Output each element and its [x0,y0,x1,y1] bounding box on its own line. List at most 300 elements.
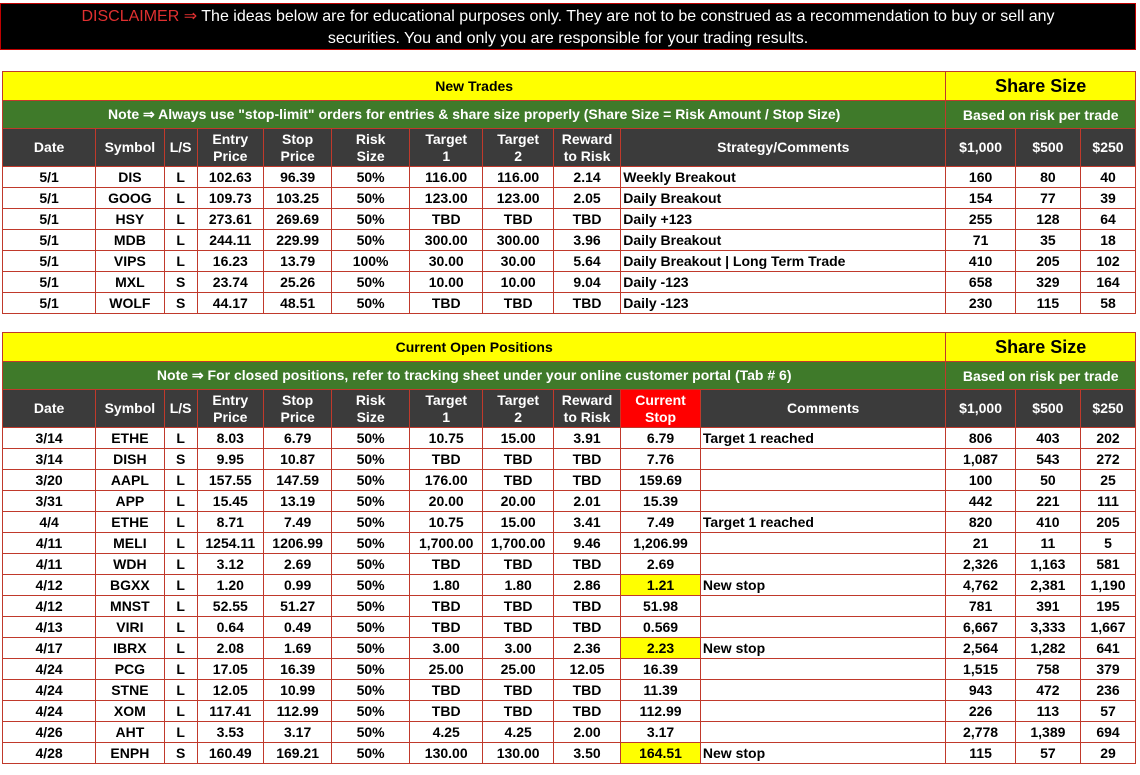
table-cell: APP [96,491,164,512]
table-cell: MXL [96,272,164,293]
table-cell: 21 [946,533,1015,554]
col-header-target-2: Target 2 [483,129,553,167]
table-cell: 5/1 [3,167,96,188]
current-stop-cell: 112.99 [621,701,701,722]
table-cell: TBD [483,293,553,314]
table-cell: 0.64 [197,617,263,638]
table-cell: 50% [332,209,410,230]
table-cell: 116.00 [409,167,483,188]
table-cell: New stop [700,743,945,764]
table-cell: 2.05 [553,188,620,209]
current-stop-cell: 15.39 [621,491,701,512]
table-cell: 1,190 [1081,575,1136,596]
open-positions-header-row [3,390,1136,428]
table-cell: 40 [1081,167,1136,188]
table-cell: TBD [553,617,620,638]
table-cell: 236 [1081,680,1136,701]
table-cell: 3/14 [3,428,96,449]
table-cell: IBRX [96,638,164,659]
table-cell: 169.21 [263,743,331,764]
table-cell: 6.79 [263,428,331,449]
table-cell: L [164,533,197,554]
table-cell: 15.00 [483,512,553,533]
table-cell: L [164,188,197,209]
table-cell: 9.95 [197,449,263,470]
col-header-500: $500 [1015,390,1080,428]
table-cell: 96.39 [263,167,331,188]
table-row [3,533,1136,554]
table-cell [700,680,945,701]
table-cell: L [164,251,197,272]
table-cell: 221 [1015,491,1080,512]
table-cell: 1254.11 [197,533,263,554]
table-cell [700,701,945,722]
current-stop-cell: 16.39 [621,659,701,680]
table-cell: L [164,470,197,491]
table-cell: 4/4 [3,512,96,533]
open-positions-table [2,332,1136,764]
table-row [3,230,1136,251]
table-cell: 1,087 [946,449,1015,470]
table-cell: 4/17 [3,638,96,659]
table-cell: L [164,554,197,575]
table-cell: 226 [946,701,1015,722]
table-cell: Target 1 reached [700,512,945,533]
table-cell: 115 [946,743,1015,764]
table-cell: 2,326 [946,554,1015,575]
table-cell: 176.00 [409,470,483,491]
table-cell: 230 [946,293,1015,314]
table-cell: TBD [483,596,553,617]
table-cell: 4/24 [3,701,96,722]
table-cell: 113 [1015,701,1080,722]
table-cell: TBD [409,617,483,638]
table-cell: ENPH [96,743,164,764]
table-cell: 130.00 [409,743,483,764]
table-cell: 100% [332,251,410,272]
table-cell: 6,667 [946,617,1015,638]
table-cell [700,617,945,638]
table-cell: S [164,272,197,293]
table-cell: TBD [409,209,483,230]
table-cell: 50% [332,722,410,743]
table-cell: 50 [1015,470,1080,491]
table-cell: 2.36 [553,638,620,659]
table-cell: 5/1 [3,209,96,230]
table-cell: 1.20 [197,575,263,596]
table-cell: 100 [946,470,1015,491]
col-header-ls: L/S [164,390,197,428]
col-header-date: Date [3,390,96,428]
new-trades-note: Note ⇒ Always use "stop-limit" orders for entries & share size properly (Share Size = Risk Amount / Stop Size) [3,101,946,129]
table-row [3,272,1136,293]
disclaimer-banner [0,3,1136,50]
table-cell: 820 [946,512,1015,533]
col-header-date: Date [3,129,96,167]
table-cell: 111 [1081,491,1136,512]
open-positions-title: Current Open Positions [3,333,946,362]
table-cell: 3.53 [197,722,263,743]
table-cell: 71 [946,230,1015,251]
table-cell: 102.63 [197,167,263,188]
col-header-symbol: Symbol [96,390,164,428]
table-cell: 50% [332,272,410,293]
table-cell: 7.49 [263,512,331,533]
table-cell: 20.00 [483,491,553,512]
table-cell: 658 [946,272,1015,293]
table-cell: 195 [1081,596,1136,617]
table-cell: 50% [332,470,410,491]
col-header-stop: Stop Price [263,129,331,167]
table-cell: 50% [332,230,410,251]
table-cell: BGXX [96,575,164,596]
table-cell: 10.87 [263,449,331,470]
table-cell: Daily Breakout | Long Term Trade [621,251,946,272]
table-cell: S [164,293,197,314]
table-cell: DISH [96,449,164,470]
table-cell: L [164,638,197,659]
table-cell: Daily +123 [621,209,946,230]
table-cell: 164 [1081,272,1136,293]
table-row [3,701,1136,722]
table-row [3,554,1136,575]
table-cell: 641 [1081,638,1136,659]
table-row [3,251,1136,272]
table-cell: Weekly Breakout [621,167,946,188]
table-cell: 3.41 [553,512,620,533]
table-cell: L [164,209,197,230]
table-cell: 109.73 [197,188,263,209]
table-cell: 3/31 [3,491,96,512]
table-cell: 403 [1015,428,1080,449]
table-cell: 58 [1081,293,1136,314]
table-cell: 3.12 [197,554,263,575]
table-cell: 2,778 [946,722,1015,743]
table-cell: VIPS [96,251,164,272]
table-cell: L [164,701,197,722]
current-stop-cell: 0.569 [621,617,701,638]
table-cell: Daily -123 [621,293,946,314]
table-cell [700,554,945,575]
table-cell: 391 [1015,596,1080,617]
table-cell: S [164,449,197,470]
table-cell: 1206.99 [263,533,331,554]
table-cell: L [164,512,197,533]
new-trades-share-size-title: Share Size [946,72,1136,101]
table-row [3,617,1136,638]
table-cell: 8.71 [197,512,263,533]
col-header-250: $250 [1081,129,1136,167]
current-stop-cell: 3.17 [621,722,701,743]
table-cell: 12.05 [553,659,620,680]
table-cell: 103.25 [263,188,331,209]
table-cell: 50% [332,596,410,617]
table-row [3,575,1136,596]
table-cell: 115 [1015,293,1080,314]
new-trades-header-row [3,129,1136,167]
table-row [3,293,1136,314]
table-cell: 29 [1081,743,1136,764]
table-cell: GOOG [96,188,164,209]
table-cell: 4.25 [409,722,483,743]
table-row [3,596,1136,617]
table-cell: Daily Breakout [621,188,946,209]
table-cell: 2.08 [197,638,263,659]
table-cell: L [164,680,197,701]
new-trades-table [2,71,1136,314]
table-cell: TBD [409,293,483,314]
table-cell: TBD [553,596,620,617]
table-cell: 943 [946,680,1015,701]
table-cell: 25.00 [409,659,483,680]
table-cell: Daily Breakout [621,230,946,251]
table-cell: 147.59 [263,470,331,491]
table-cell: 543 [1015,449,1080,470]
table-cell: 269.69 [263,209,331,230]
table-cell: 18 [1081,230,1136,251]
table-cell: 3.17 [263,722,331,743]
disclaimer-label: DISCLAIMER [81,8,180,25]
table-cell: XOM [96,701,164,722]
table-cell: TBD [409,701,483,722]
table-cell: 44.17 [197,293,263,314]
col-header-current-stop: Current Stop [621,390,701,428]
table-cell: 2.00 [553,722,620,743]
table-cell: 123.00 [483,188,553,209]
open-positions-body [3,428,1136,764]
table-row [3,512,1136,533]
table-cell: 300.00 [409,230,483,251]
open-positions-share-note: Based on risk per trade [946,362,1136,390]
table-cell: TBD [483,617,553,638]
table-cell: 9.04 [553,272,620,293]
table-cell: 57 [1015,743,1080,764]
table-cell: L [164,230,197,251]
table-cell: S [164,743,197,764]
table-cell: 160 [946,167,1015,188]
table-cell: 50% [332,188,410,209]
table-cell [700,533,945,554]
table-cell: TBD [553,470,620,491]
new-trades-share-note: Based on risk per trade [946,101,1136,129]
table-cell: 3/14 [3,449,96,470]
table-cell: 52.55 [197,596,263,617]
col-header-1000: $1,000 [946,390,1015,428]
current-stop-cell: 7.76 [621,449,701,470]
table-cell: 77 [1015,188,1080,209]
col-header-comments: Strategy/Comments [621,129,946,167]
table-cell: 4/24 [3,659,96,680]
table-cell: TBD [483,554,553,575]
current-stop-cell: 7.49 [621,512,701,533]
col-header-entry: Entry Price [197,390,263,428]
table-cell: 51.27 [263,596,331,617]
table-cell: 12.05 [197,680,263,701]
table-cell: 781 [946,596,1015,617]
table-cell: TBD [409,554,483,575]
table-cell: 4,762 [946,575,1015,596]
table-cell: 157.55 [197,470,263,491]
table-cell: 2.86 [553,575,620,596]
col-header-target-1: Target 1 [409,390,483,428]
table-cell: STNE [96,680,164,701]
table-cell: 2.69 [263,554,331,575]
table-cell: 0.99 [263,575,331,596]
table-cell: 4/24 [3,680,96,701]
table-row [3,638,1136,659]
table-cell: 1.80 [483,575,553,596]
table-cell: 5.64 [553,251,620,272]
table-row [3,470,1136,491]
table-cell: 117.41 [197,701,263,722]
table-cell: 17.05 [197,659,263,680]
table-cell: 3/20 [3,470,96,491]
table-cell: L [164,167,197,188]
table-cell: 123.00 [409,188,483,209]
table-cell: 50% [332,575,410,596]
table-cell: 410 [946,251,1015,272]
table-row [3,659,1136,680]
table-cell: 5/1 [3,251,96,272]
table-cell: 5/1 [3,293,96,314]
table-row [3,209,1136,230]
table-cell: 20.00 [409,491,483,512]
table-cell: 1.80 [409,575,483,596]
table-cell: New stop [700,638,945,659]
table-cell [700,470,945,491]
table-cell: 300.00 [483,230,553,251]
table-cell: AHT [96,722,164,743]
current-stop-cell: 2.69 [621,554,701,575]
table-cell: 4/12 [3,596,96,617]
table-cell: 50% [332,428,410,449]
table-cell: 1,700.00 [483,533,553,554]
table-cell: 80 [1015,167,1080,188]
table-cell: 23.74 [197,272,263,293]
table-cell: L [164,428,197,449]
table-cell: 3,333 [1015,617,1080,638]
table-cell: TBD [553,701,620,722]
table-cell: MELI [96,533,164,554]
table-cell: 116.00 [483,167,553,188]
table-cell: 273.61 [197,209,263,230]
table-cell: 10.00 [409,272,483,293]
col-header-1000: $1,000 [946,129,1015,167]
table-cell: 130.00 [483,743,553,764]
table-cell: 15.45 [197,491,263,512]
table-cell: 128 [1015,209,1080,230]
table-cell: 50% [332,449,410,470]
table-cell: 15.00 [483,428,553,449]
table-cell: 272 [1081,449,1136,470]
table-cell: TBD [553,449,620,470]
table-cell: 39 [1081,188,1136,209]
table-cell: HSY [96,209,164,230]
table-cell: TBD [553,554,620,575]
table-cell: ETHE [96,428,164,449]
col-header-500: $500 [1015,129,1080,167]
current-stop-cell: 2.23 [621,638,701,659]
table-cell: 160.49 [197,743,263,764]
col-header-ls: L/S [164,129,197,167]
table-cell: MNST [96,596,164,617]
table-row [3,491,1136,512]
table-cell: 48.51 [263,293,331,314]
table-cell: 1,163 [1015,554,1080,575]
table-cell: 57 [1081,701,1136,722]
table-cell: 50% [332,491,410,512]
col-header-comments: Comments [700,390,945,428]
table-cell: TBD [483,449,553,470]
col-header-target-2: Target 2 [483,390,553,428]
table-cell: 10.00 [483,272,553,293]
table-cell: 2,564 [946,638,1015,659]
table-cell: 50% [332,659,410,680]
table-cell: 30.00 [409,251,483,272]
table-cell: 50% [332,743,410,764]
table-cell: 5/1 [3,188,96,209]
table-cell: TBD [409,680,483,701]
table-cell: 4/11 [3,533,96,554]
table-cell: 10.75 [409,428,483,449]
table-cell: 5/1 [3,272,96,293]
table-cell: 410 [1015,512,1080,533]
table-cell: VIRI [96,617,164,638]
table-cell: TBD [553,293,620,314]
table-cell: 3.96 [553,230,620,251]
table-cell: TBD [483,209,553,230]
table-cell: 112.99 [263,701,331,722]
table-cell: 154 [946,188,1015,209]
table-cell: 4/12 [3,575,96,596]
table-cell: 2.14 [553,167,620,188]
table-cell: 5 [1081,533,1136,554]
table-cell: 102 [1081,251,1136,272]
table-cell: 581 [1081,554,1136,575]
table-cell [700,659,945,680]
table-cell: MDB [96,230,164,251]
table-cell [700,596,945,617]
table-cell: L [164,617,197,638]
table-row [3,680,1136,701]
table-row [3,743,1136,764]
col-header-risk: Risk Size [332,129,410,167]
current-stop-cell: 1,206.99 [621,533,701,554]
col-header-symbol: Symbol [96,129,164,167]
table-cell: 13.79 [263,251,331,272]
table-cell: 50% [332,617,410,638]
table-cell: 4/26 [3,722,96,743]
current-stop-cell: 51.98 [621,596,701,617]
table-cell: TBD [483,701,553,722]
table-cell: 3.00 [483,638,553,659]
col-header-reward-risk: Reward to Risk [553,390,620,428]
table-cell: TBD [553,209,620,230]
table-cell: 50% [332,701,410,722]
table-cell: 472 [1015,680,1080,701]
open-positions-note: Note ⇒ For closed positions, refer to tracking sheet under your online customer portal (Tab # 6) [3,362,946,390]
table-cell: AAPL [96,470,164,491]
table-cell: 25 [1081,470,1136,491]
table-cell: 5/1 [3,230,96,251]
table-cell: 16.39 [263,659,331,680]
table-cell: 2,381 [1015,575,1080,596]
table-cell: 64 [1081,209,1136,230]
table-cell [700,491,945,512]
table-cell: Target 1 reached [700,428,945,449]
table-cell: 205 [1015,251,1080,272]
table-cell: 1,700.00 [409,533,483,554]
